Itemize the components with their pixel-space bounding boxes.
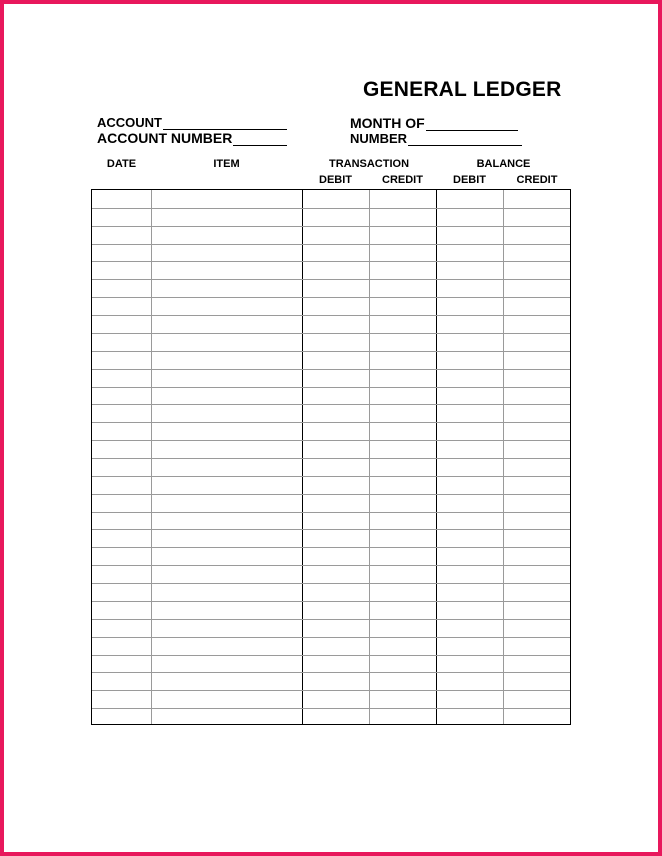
month-of-label: MONTH OF <box>350 115 425 131</box>
ledger-row-line <box>92 422 570 423</box>
month-of-blank-line[interactable] <box>426 118 518 131</box>
ledger-row-line <box>92 261 570 262</box>
ledger-row-line <box>92 404 570 405</box>
ledger-row-line <box>92 244 570 245</box>
ledger-row-line <box>92 315 570 316</box>
ledger-row-line <box>92 690 570 691</box>
ledger-row-line <box>92 583 570 584</box>
number-blank-line[interactable] <box>408 133 522 146</box>
ledger-row-line <box>92 351 570 352</box>
account-label: ACCOUNT <box>97 115 162 130</box>
column-divider <box>302 190 303 724</box>
ledger-row-line <box>92 226 570 227</box>
account-field[interactable] <box>97 115 287 130</box>
ledger-row-line <box>92 369 570 370</box>
column-header-balance-credit: CREDIT <box>516 174 558 186</box>
page-title: GENERAL LEDGER <box>363 78 562 101</box>
column-divider <box>436 190 437 724</box>
column-header-balance-debit: DEBIT <box>453 174 486 186</box>
ledger-row-line <box>92 279 570 280</box>
ledger-row-line <box>92 547 570 548</box>
ledger-row-line <box>92 494 570 495</box>
column-header-date: DATE <box>106 158 137 170</box>
ledger-row-line <box>92 458 570 459</box>
column-divider <box>151 190 152 724</box>
number-label: NUMBER <box>350 131 408 146</box>
account-number-blank-line[interactable] <box>233 133 287 146</box>
account-blank-line[interactable] <box>163 117 287 130</box>
column-header-transaction-debit: DEBIT <box>319 174 352 186</box>
ledger-row-line <box>92 619 570 620</box>
ledger-row-line <box>92 333 570 334</box>
ledger-row-line <box>92 655 570 656</box>
column-header-transaction: TRANSACTION <box>328 158 410 170</box>
ledger-row-line <box>92 476 570 477</box>
month-of-field[interactable] <box>350 115 518 131</box>
ledger-table[interactable] <box>91 189 571 725</box>
column-header-transaction-credit: CREDIT <box>382 174 423 186</box>
number-field[interactable] <box>350 131 522 146</box>
ledger-row-line <box>92 529 570 530</box>
ledger-row-line <box>92 297 570 298</box>
column-header-balance: BALANCE <box>476 158 531 170</box>
account-number-label: ACCOUNT NUMBER <box>97 130 233 146</box>
column-header-item: ITEM <box>213 158 240 170</box>
ledger-row-line <box>92 512 570 513</box>
ledger-row-line <box>92 565 570 566</box>
ledger-row-line <box>92 637 570 638</box>
ledger-row-line <box>92 708 570 709</box>
ledger-row-line <box>92 440 570 441</box>
ledger-row-line <box>92 672 570 673</box>
column-divider <box>369 190 370 724</box>
account-number-field[interactable] <box>97 130 287 146</box>
column-divider <box>503 190 504 724</box>
ledger-row-line <box>92 387 570 388</box>
ledger-row-line <box>92 208 570 209</box>
ledger-row-line <box>92 601 570 602</box>
